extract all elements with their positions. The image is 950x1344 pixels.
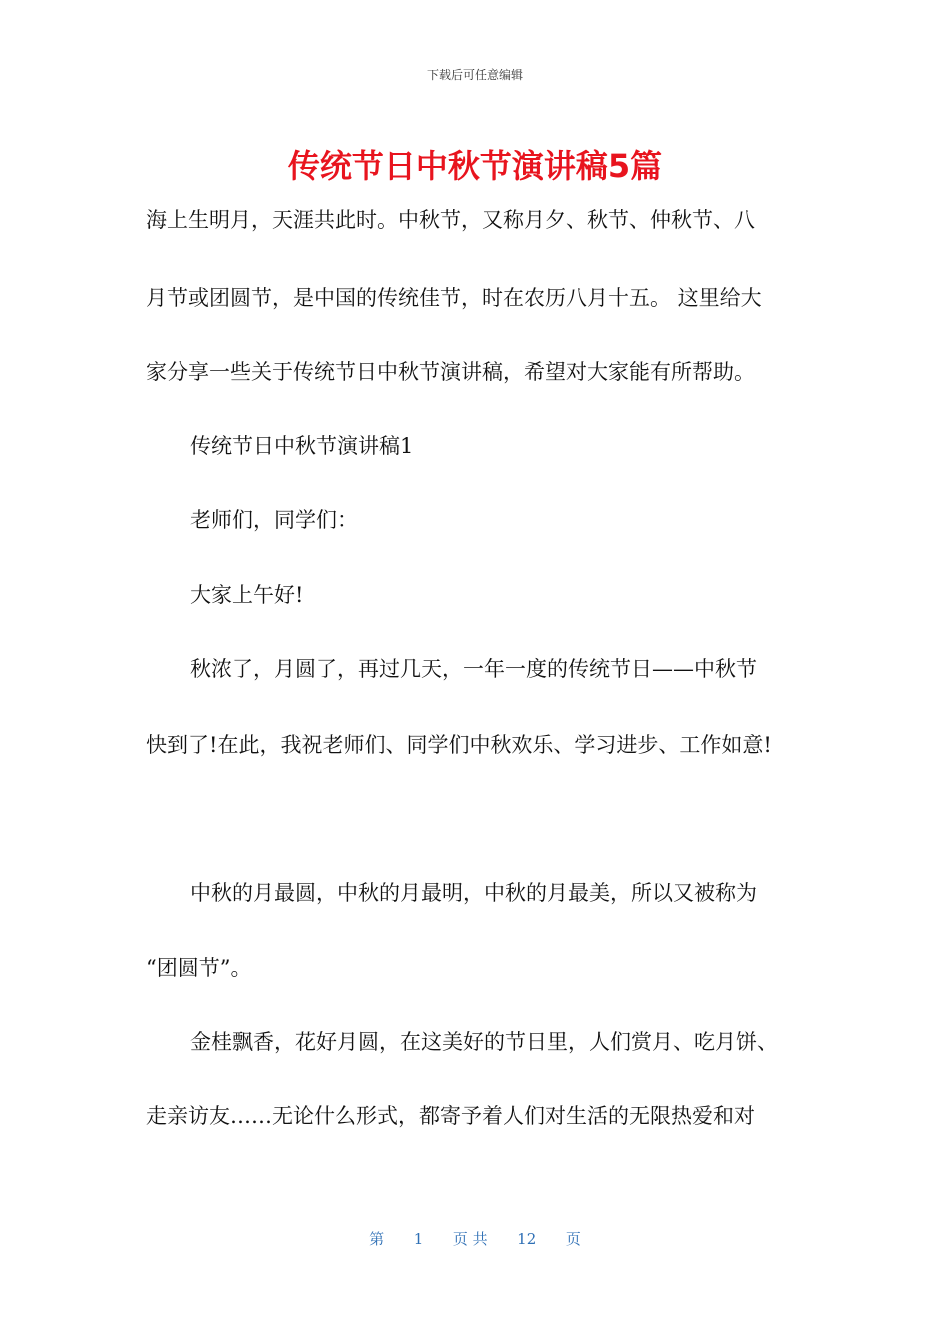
page-footer <box>0 1228 950 1249</box>
salutation-line: 老师们，同学们： <box>190 508 358 532</box>
paragraph-line: “团圆节”。 <box>146 956 252 980</box>
document-title: 传统节日中秋节演讲稿5篇 <box>287 147 663 185</box>
paragraph-line: 家分享一些关于传统节日中秋节演讲稿，希望对大家能有所帮助。 <box>146 360 755 384</box>
footer-page-middle: 页 共 <box>452 1230 488 1248</box>
paragraph-line: 快到了!在此，我祝老师们、同学们中秋欢乐、学习进步、工作如意! <box>146 733 772 757</box>
paragraph-line: 中秋的月最圆，中秋的月最明，中秋的月最美，所以又被称为 <box>190 881 757 905</box>
section-heading: 传统节日中秋节演讲稿1 <box>190 434 414 458</box>
footer-page-prefix: 第 <box>369 1230 385 1248</box>
header-note: 下载后可任意编辑 <box>426 68 523 82</box>
paragraph-line: 月节或团圆节，是中国的传统佳节，时在农历八月十五。 这里给大 <box>146 286 762 310</box>
footer-page-suffix: 页 <box>565 1230 581 1248</box>
greeting-line: 大家上午好! <box>190 583 304 607</box>
paragraph-line: 金桂飘香，花好月圆，在这美好的节日里，人们赏月、吃月饼、 <box>190 1030 778 1054</box>
paragraph-line: 走亲访友……无论什么形式，都寄予着人们对生活的无限热爱和对 <box>146 1104 755 1128</box>
paragraph-line: 秋浓了，月圆了，再过几天，一年一度的传统节日——中秋节 <box>190 657 757 681</box>
paragraph-line: 海上生明月，天涯共此时。中秋节，又称月夕、秋节、仲秋节、八 <box>146 208 755 232</box>
footer-total-pages: 12 <box>517 1230 537 1248</box>
footer-page-number: 1 <box>413 1230 424 1248</box>
